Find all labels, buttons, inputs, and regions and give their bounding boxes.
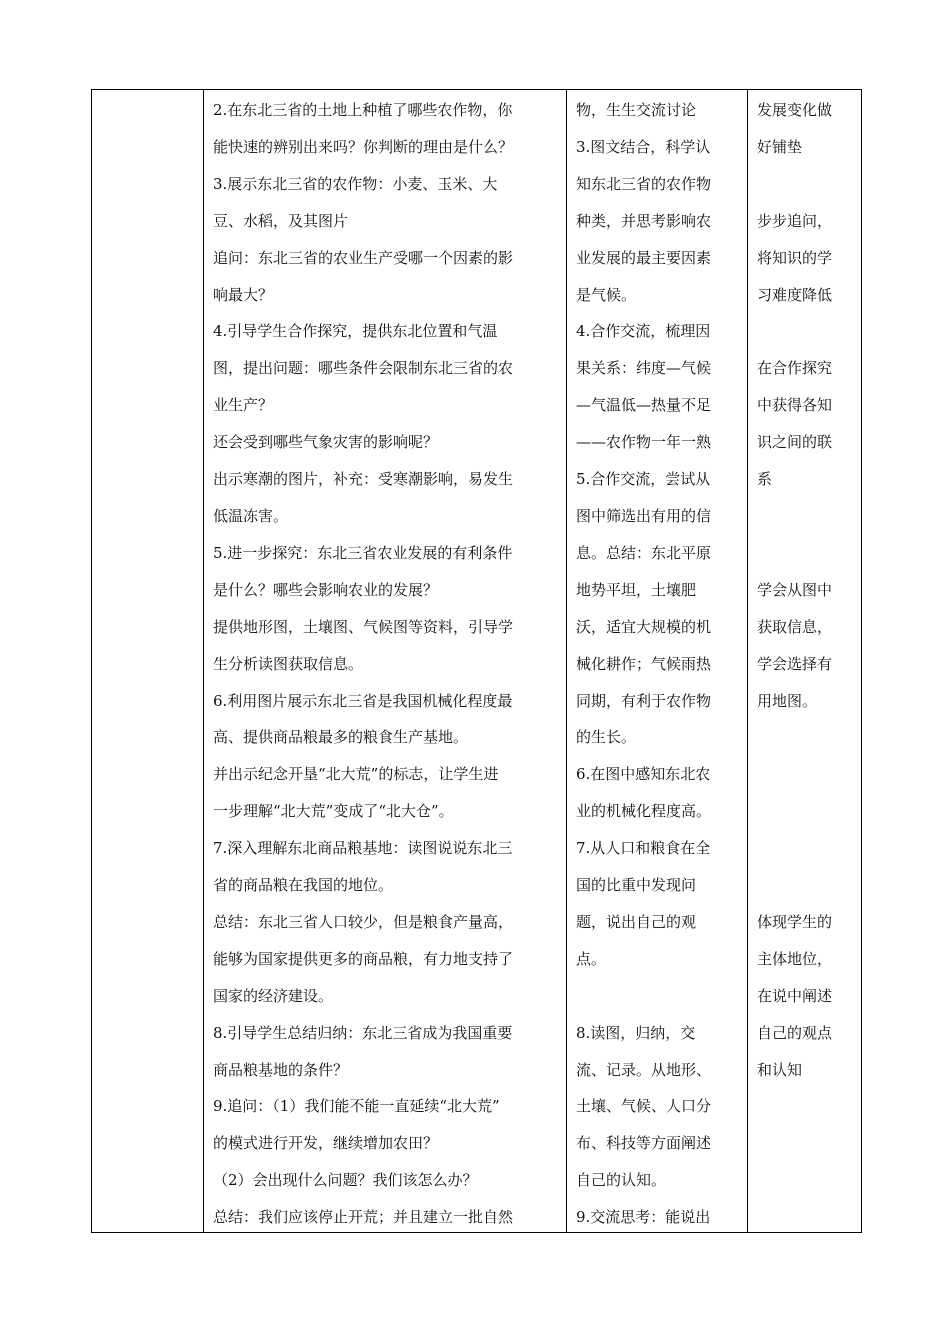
intent-line [757, 498, 855, 535]
activity-line: 响最大？ [213, 285, 274, 304]
activity-line: 一步理解“北大荒”变成了“北大仓”。 [213, 802, 454, 821]
activity-line: 能够为国家提供更多的商品粮，有力地支持了 [213, 949, 514, 968]
student-line: 7.从人口和粮食在全 [576, 839, 711, 858]
activity-line: 出示寒潮的图片，补充：受寒潮影响，易发生 [213, 470, 514, 489]
student-line: 土壤、气候、人口分 [576, 1097, 712, 1116]
intent-line: 学会选择有 [757, 654, 833, 673]
intent-line: 用地图。 [757, 691, 818, 710]
intent-line: 学会从图中 [757, 580, 833, 599]
activity-line: 5.进一步探究：东北三省农业发展的有利条件 [213, 543, 513, 562]
student-line: 物，生生交流讨论 [576, 101, 697, 119]
intent-line: 步步追问， [757, 211, 833, 230]
student-line: 9.交流思考：能说出 [576, 1208, 711, 1227]
column-divider [203, 90, 204, 1232]
student-line: 的生长。 [576, 728, 637, 747]
activity-line: 商品粮基地的条件？ [213, 1060, 349, 1079]
activity-line: 省的商品粮在我国的地位。 [213, 876, 394, 895]
student-line: 点。 [576, 949, 607, 968]
intent-line: 系 [757, 470, 773, 489]
activity-line: 生分析读图获取信息。 [213, 654, 364, 673]
student-activity-text [576, 92, 738, 1236]
activity-line: 能快速的辨别出来吗？你判断的理由是什么？ [213, 137, 514, 156]
column-divider [566, 90, 567, 1232]
activity-line: 6.利用图片展示东北三省是我国机械化程度最 [213, 691, 513, 710]
student-line: 同期，有利于农作物 [576, 691, 712, 710]
intent-line: 将知识的学 [757, 248, 833, 267]
intent-line: 发展变化做 [757, 101, 833, 119]
intent-line [757, 867, 855, 904]
activity-line: 国家的经济建设。 [213, 986, 334, 1005]
activity-line: 2.在东北三省的土地上种植了哪些农作物，你 [213, 101, 513, 119]
activity-line: 9.追问：（1）我们能不能一直延续“北大荒” [213, 1097, 500, 1116]
student-line: 3.图文结合，科学认 [576, 137, 711, 156]
activity-line: 追问：东北三省的农业生产受哪一个因素的影 [213, 248, 514, 267]
student-line: —气温低—热量不足 [576, 396, 712, 415]
student-line: 图中筛选出有用的信 [576, 506, 712, 525]
intent-line: 在说中阐述 [757, 986, 833, 1005]
student-line: 地势平坦，土壤肥 [576, 580, 697, 599]
student-line: 国的比重中发现问 [576, 876, 697, 895]
intent-line [757, 830, 855, 867]
intent-line [757, 535, 855, 572]
activity-line: 4.引导学生合作探究，提供东北位置和气温 [213, 322, 498, 341]
activity-line: 的模式进行开发，继续增加农田？ [213, 1134, 439, 1153]
activity-line: （2）会出现什么问题？我们该怎么办？ [213, 1171, 478, 1190]
activity-line: 并出示纪念开垦“北大荒”的标志，让学生进 [213, 765, 499, 784]
intent-line: 好铺垫 [757, 137, 803, 156]
intent-line: 主体地位， [757, 949, 833, 968]
intent-line [757, 719, 855, 756]
student-line: 流、记录。从地形、 [576, 1060, 712, 1079]
student-line: 械化耕作；气候雨热 [576, 654, 712, 673]
student-line: 是气候。 [576, 285, 637, 304]
design-intent-text [757, 92, 855, 1088]
column-divider [747, 90, 748, 1232]
student-line: ——农作物一年一熟 [576, 433, 712, 452]
activity-line: 还会受到哪些气象灾害的影响呢？ [213, 433, 439, 452]
intent-line: 获取信息， [757, 617, 833, 636]
activity-line: 豆、水稻，及其图片 [213, 211, 349, 230]
activity-line: 低温冻害。 [213, 506, 289, 525]
student-line: 5.合作交流，尝试从 [576, 470, 711, 489]
activity-line: 是什么？哪些会影响农业的发展？ [213, 580, 439, 599]
activity-line: 3.展示东北三省的农作物：小麦、玉米、大 [213, 174, 498, 193]
student-line: 业的机械化程度高。 [576, 802, 712, 821]
activity-line: 提供地形图，土壤图、气候图等资料，引导学 [213, 617, 514, 636]
intent-line: 在合作探究 [757, 359, 833, 378]
activity-line: 业生产？ [213, 396, 274, 415]
student-line: 种类，并思考影响农 [576, 211, 712, 230]
student-line: 8.读图，归纳，交 [576, 1023, 696, 1042]
intent-line: 识之间的联 [757, 433, 833, 452]
student-line: 4.合作交流，梳理因 [576, 322, 711, 341]
intent-line [757, 166, 855, 203]
lesson-plan-table [91, 89, 862, 1233]
student-line: 沃，适宜大规模的机 [576, 617, 712, 636]
intent-line [757, 756, 855, 793]
activity-line: 图，提出问题：哪些条件会限制东北三省的农 [213, 359, 514, 378]
activity-line: 8.引导学生总结归纳：东北三省成为我国重要 [213, 1023, 513, 1042]
student-line: 果关系：纬度—气候 [576, 359, 712, 378]
student-line: 息。总结：东北平原 [576, 543, 712, 562]
student-line: 题，说出自己的观 [576, 912, 697, 931]
intent-line: 和认知 [757, 1060, 803, 1079]
activity-line: 总结：东北三省人口较少，但是粮食产量高， [213, 912, 514, 931]
student-line [576, 978, 738, 1015]
intent-line: 自己的观点 [757, 1023, 833, 1042]
student-line: 6.在图中感知东北农 [576, 765, 711, 784]
student-line: 业发展的最主要因素 [576, 248, 712, 267]
intent-line: 体现学生的 [757, 912, 833, 931]
activity-line: 总结：我们应该停止开荒；并且建立一批自然 [213, 1208, 514, 1227]
activity-line: 7.深入理解东北商品粮基地：读图说说东北三 [213, 839, 513, 858]
activity-line: 高、提供商品粮最多的粮食生产基地。 [213, 728, 469, 747]
intent-line [757, 793, 855, 830]
intent-line: 中获得各知 [757, 396, 833, 415]
teacher-activity-text [213, 92, 558, 1236]
student-line: 自己的认知。 [576, 1171, 667, 1190]
student-line: 布、科技等方面阐述 [576, 1134, 712, 1153]
student-line: 知东北三省的农作物 [576, 174, 712, 193]
intent-line: 习难度降低 [757, 285, 833, 304]
intent-line [757, 313, 855, 350]
